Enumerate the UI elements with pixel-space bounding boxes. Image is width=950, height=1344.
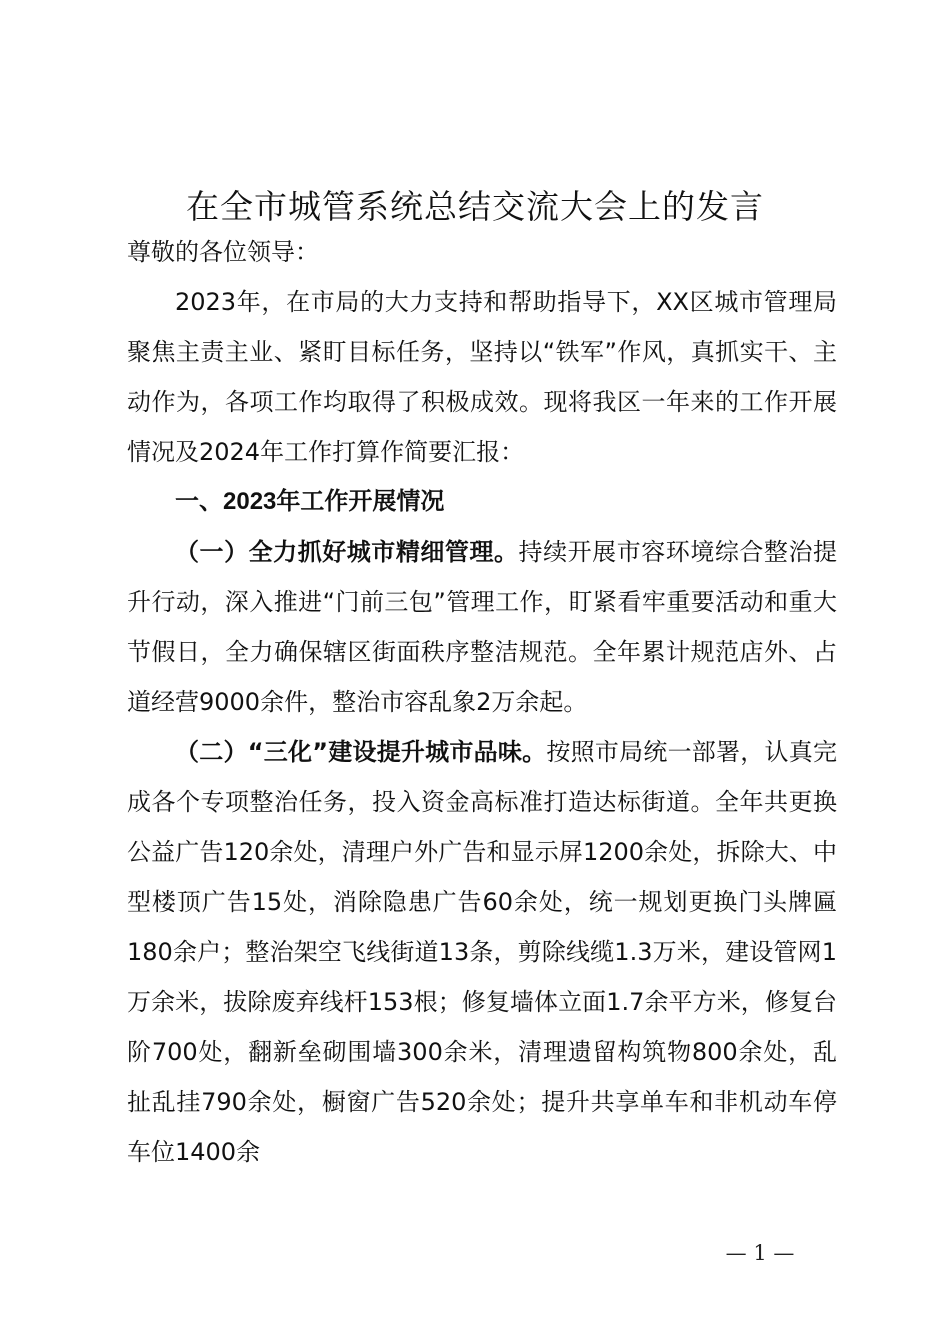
salutation: 尊敬的各位领导： — [127, 238, 319, 266]
document-body — [127, 227, 837, 1177]
item-paragraph-2 — [127, 727, 837, 1177]
document-title: 在全市城管系统总结交流大会上的发言 — [186, 187, 764, 226]
item-paragraph-1 — [127, 527, 837, 727]
item-lead-2: （二）“三化”建设提升城市品味。 — [175, 738, 547, 766]
page-number — [0, 1238, 950, 1268]
section-heading: 一、2023年工作开展情况 — [175, 488, 445, 515]
item-text-2: 按照市局统一部署，认真完成各个专项整治任务，投入资金高标准打造达标街道。全年共更换公益广告120余处，清理户外广告和显示屏1200余处，拆除大、中型楼顶广告15处，消除隐患广告60余处，统一规划更换门头牌匾180余户；整治架空飞线街道13条，剪除线缆1.3万米，建设管网1万余米，拔除废弃线杆153根；修复墙体立面1.7余平方米，修复台阶700处，翻新垒砌围墙300余米，清理遗留构筑物800余处，乱扯乱挂790余处，橱窗广告520余处；提升共享单车和非机动车停车位1400余 — [127, 738, 838, 1166]
intro-paragraph: 2023年，在市局的大力支持和帮助指导下，XX区城市管理局聚焦主责主业、紧盯目标任务，坚持以“铁军”作风，真抓实干、主动作为，各项工作均取得了积极成效。现将我区一年来的工作开展情况及2024年工作打算作简要汇报： — [127, 288, 837, 466]
item-lead-1: （一）全力抓好城市精细管理。 — [175, 538, 519, 566]
item-text-1: 持续开展市容环境综合整治提升行动，深入推进“门前三包”管理工作，盯紧看牢重要活动和重大节假日，全力确保辖区街面秩序整洁规范。全年累计规范店外、占道经营9000余件，整治市容乱象2万余起。 — [127, 538, 838, 716]
page-number-label: — 1 — — [725, 1241, 795, 1265]
